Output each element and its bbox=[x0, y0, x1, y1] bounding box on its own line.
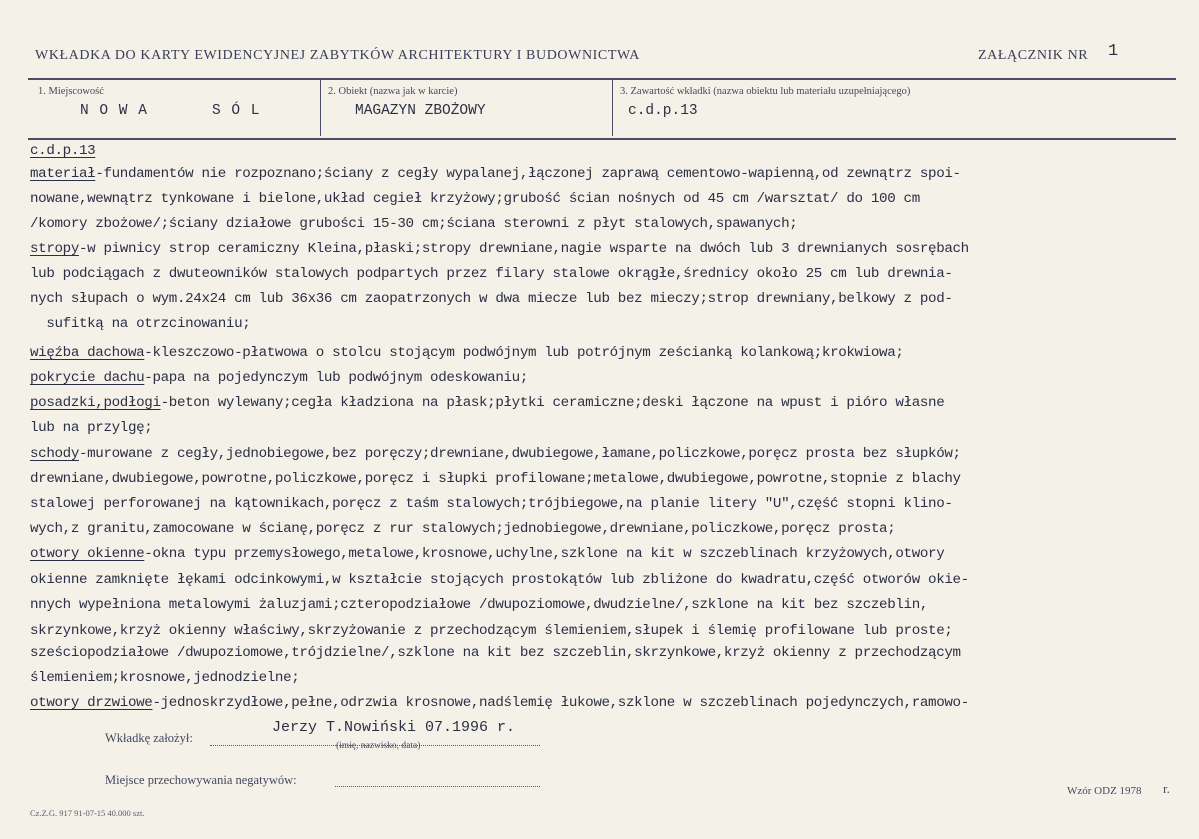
text-line: sześciopodziałowe /dwupoziomowe,trójdzielne/,szklone na kit bez szczeblin,skrzynkowe,krzyż okienny z przechodzącym bbox=[30, 645, 961, 661]
heading-text: c.d.p.13 bbox=[30, 143, 96, 159]
form-label: Wzór ODZ 1978 bbox=[1067, 785, 1142, 797]
line-text: -w piwnicy strop ceramiczny Kleina,płaski;stropy drewniane,nagie wsparte na dwóch lub 3 drewnianych sosrębach bbox=[78, 241, 969, 257]
negatives-dotline bbox=[335, 786, 540, 787]
line-text: -papa na pojedynczym lub podwójnym odeskowaniu; bbox=[144, 370, 528, 386]
text-line: lub podciągach z dwuteowników stalowych podpartych przez filary stalowe okrągłe,średnicy około 25 cm lub drewnia- bbox=[30, 266, 953, 282]
text-line: stalowej perforowanej na kątownikach,poręcz z taśm stalowych;trójbiegowe,na planie litery "U",część stopni klino- bbox=[30, 496, 953, 512]
form-mark: r. bbox=[1163, 781, 1170, 796]
card-title: WKŁADKA DO KARTY EWIDENCYJNEJ ZABYTKÓW ARCHITEKTURY I BUDOWNICTWA bbox=[35, 48, 640, 63]
section-key-stairs: schody bbox=[30, 446, 79, 462]
text-line bbox=[30, 395, 944, 411]
section-key-floors: posadzki,podłogi bbox=[30, 395, 161, 411]
annex-number: 1 bbox=[1108, 42, 1119, 61]
text-line: nych słupach o wym.24x24 cm lub 36x36 cm zaopatrzonych w dwa miecze lub bez mieczy;strop drewniany,belkowy z pod- bbox=[30, 291, 953, 307]
text-line bbox=[30, 370, 528, 386]
fields-box bbox=[28, 78, 1176, 140]
founded-hint: (imię, nazwisko, data) bbox=[336, 741, 421, 751]
section-key-roofing: pokrycie dachu bbox=[30, 370, 145, 386]
continuation-heading bbox=[30, 143, 95, 159]
location-value-second: S Ó L bbox=[212, 103, 261, 119]
line-text: -beton wylewany;cegła kładziona na płask;płytki ceramiczne;deski łączone na wpust i pióro własne bbox=[160, 395, 945, 411]
annex-label: ZAŁĄCZNIK NR bbox=[978, 48, 1089, 63]
text-line: skrzynkowe,krzyż okienny właściwy,skrzyżowanie z przechodzącym ślemieniem,słupek i ślemię profilowane lub proste; bbox=[30, 623, 953, 639]
line-text: -okna typu przemysłowego,metalowe,krosnowe,uchylne,szklone na kit w szczeblinach krzyżowych,otwory bbox=[144, 546, 945, 562]
line-text: -fundamentów nie rozpoznano;ściany z cegły wypalanej,łączonej zaprawą cementowo-wapienną,od zewnątrz spoi- bbox=[95, 166, 961, 182]
text-line bbox=[30, 546, 944, 562]
object-label: 2. Obiekt (nazwa jak w karcie) bbox=[328, 86, 458, 97]
location-label: 1. Miejscowość bbox=[38, 86, 104, 97]
text-line: lub na przylgę; bbox=[30, 420, 153, 436]
text-line bbox=[30, 446, 961, 462]
section-key-doors: otwory drzwiowe bbox=[30, 695, 153, 711]
text-line: sufitką na otrzcinowaniu; bbox=[30, 316, 251, 332]
line-text: -murowane z cegły,jednobiegowe,bez poręczy;drewniane,dwubiegowe,łamane,policzkowe,poręcz prosta bez słupków; bbox=[78, 446, 961, 462]
text-line bbox=[30, 695, 969, 711]
field-divider bbox=[612, 80, 613, 136]
section-key-material: materiał bbox=[30, 166, 96, 182]
section-key-roof-truss: więźba dachowa bbox=[30, 345, 145, 361]
text-line: ślemieniem;krosnowe,jednodzielne; bbox=[30, 670, 300, 686]
founded-signature: Jerzy T.Nowiński 07.1996 r. bbox=[272, 719, 516, 736]
print-info: Cz.Z.G. 917 91-07-15 40.000 szt. bbox=[30, 808, 145, 818]
section-key-windows: otwory okienne bbox=[30, 546, 145, 562]
contents-value: c.d.p.13 bbox=[628, 103, 698, 119]
founded-label: Wkładkę założył: bbox=[105, 731, 193, 745]
text-line bbox=[30, 166, 961, 182]
text-line: wych,z granitu,zamocowane w ścianę,poręcz z rur stalowych;jednobiegowe,drewniane,policzkowe,poręcz prosta; bbox=[30, 521, 896, 537]
negatives-label: Miejsce przechowywania negatywów: bbox=[105, 773, 297, 787]
text-line: nowane,wewnątrz tynkowane i bielone,układ cegieł krzyżowy;grubość ścian nośnych od 45 cm /warsztat/ do 100 cm bbox=[30, 191, 920, 207]
text-line bbox=[30, 241, 969, 257]
contents-label: 3. Zawartość wkładki (nazwa obiektu lub materiału uzupełniającego) bbox=[620, 86, 911, 97]
location-value-first: N O W A bbox=[80, 103, 148, 119]
line-text: -jednoskrzydłowe,pełne,odrzwia krosnowe,nadślemię łukowe,szklone w szczeblinach pojedynczych,ramowo- bbox=[152, 695, 969, 711]
line-text: -kleszczowo-płatwowa o stolcu stojącym podwójnym lub potrójnym ześcianką kolankową;krokwiowa; bbox=[144, 345, 904, 361]
object-value: MAGAZYN ZBOŻOWY bbox=[355, 103, 486, 119]
text-line: drewniane,dwubiegowe,powrotne,policzkowe,poręcz i słupki profilowane;metalowe,dwubiegowe,powrotne,stopnie z blachy bbox=[30, 471, 961, 487]
text-line: nnych wypełniona metalowymi żaluzjami;czteropodziałowe /dwupoziomowe,dwudzielne/,szklone na kit bez szczeblin, bbox=[30, 597, 929, 613]
text-line: /komory zbożowe/;ściany działowe grubości 15-30 cm;ściana sterowni z płyt stalowych,spawanych; bbox=[30, 216, 798, 232]
text-line bbox=[30, 345, 904, 361]
text-line: okienne zamknięte łękami odcinkowymi,w kształcie stojących prostokątów lub zbliżone do kwadratu,część otworów okie- bbox=[30, 572, 969, 588]
section-key-ceilings: stropy bbox=[30, 241, 79, 257]
field-divider bbox=[320, 80, 321, 136]
